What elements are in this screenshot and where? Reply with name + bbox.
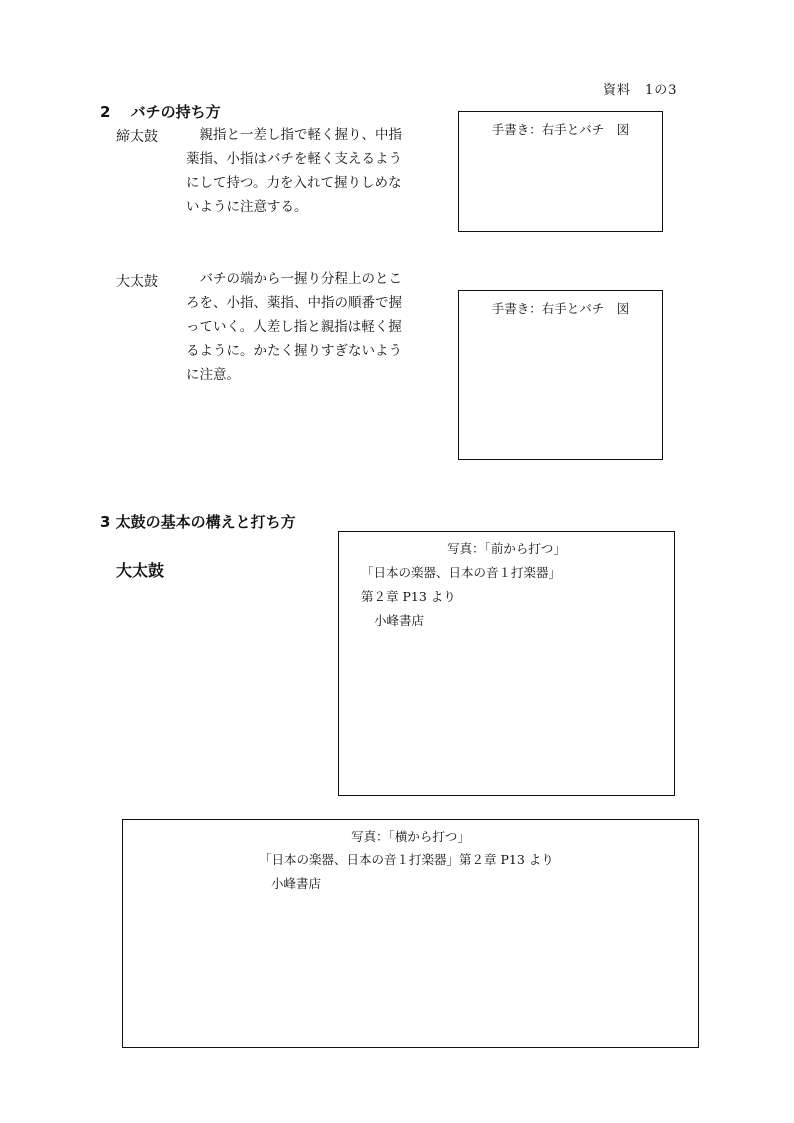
photo-publisher-side: 小峰書店 (271, 876, 322, 891)
photo-placeholder-side (122, 819, 699, 1048)
photo-placeholder-front (338, 531, 675, 796)
figure-caption-odaiko: 手書き：右手とバチ 図 (491, 301, 630, 316)
page-number: 資料 1の3 (603, 83, 678, 98)
photo-chapter-front: 第２章 P13 より (361, 589, 456, 604)
odaiko-label: 大太鼓 (116, 274, 158, 290)
section-3-heading: 3 太鼓の基本の構えと打ち方 (100, 513, 296, 531)
photo-caption-front: 写真：「前から打つ」 (447, 541, 566, 556)
odaiko-instructions: バチの端から一握り分程上のところを、小指、薬指、中指の順番で握っていく。人差し指と親指は軽く握るように。かたく握りすぎないように注意。 (186, 271, 402, 383)
photo-publisher-front: 小峰書店 (374, 613, 425, 628)
shime-daiko-instructions: 親指と一差し指で軽く握り、中指薬指、小指はバチを軽く支えるようにして持つ。力を入れて握りしめないように注意する。 (186, 127, 402, 215)
photo-source-side: 「日本の楽器、日本の音１打楽器」第２章 P13 より (259, 852, 554, 867)
odaiko-subheading: 大太鼓 (116, 561, 165, 580)
figure-caption-shime: 手書き：右手とバチ 図 (491, 122, 630, 137)
figure-placeholder-odaiko (458, 290, 663, 460)
photo-caption-side: 写真：「横から打つ」 (351, 829, 470, 844)
shime-daiko-label: 締太鼓 (116, 129, 158, 145)
section-2-heading: 2 バチの持ち方 (100, 103, 221, 121)
figure-placeholder-shime (458, 111, 663, 232)
photo-source-title-front: 「日本の楽器、日本の音１打楽器」 (361, 565, 562, 580)
